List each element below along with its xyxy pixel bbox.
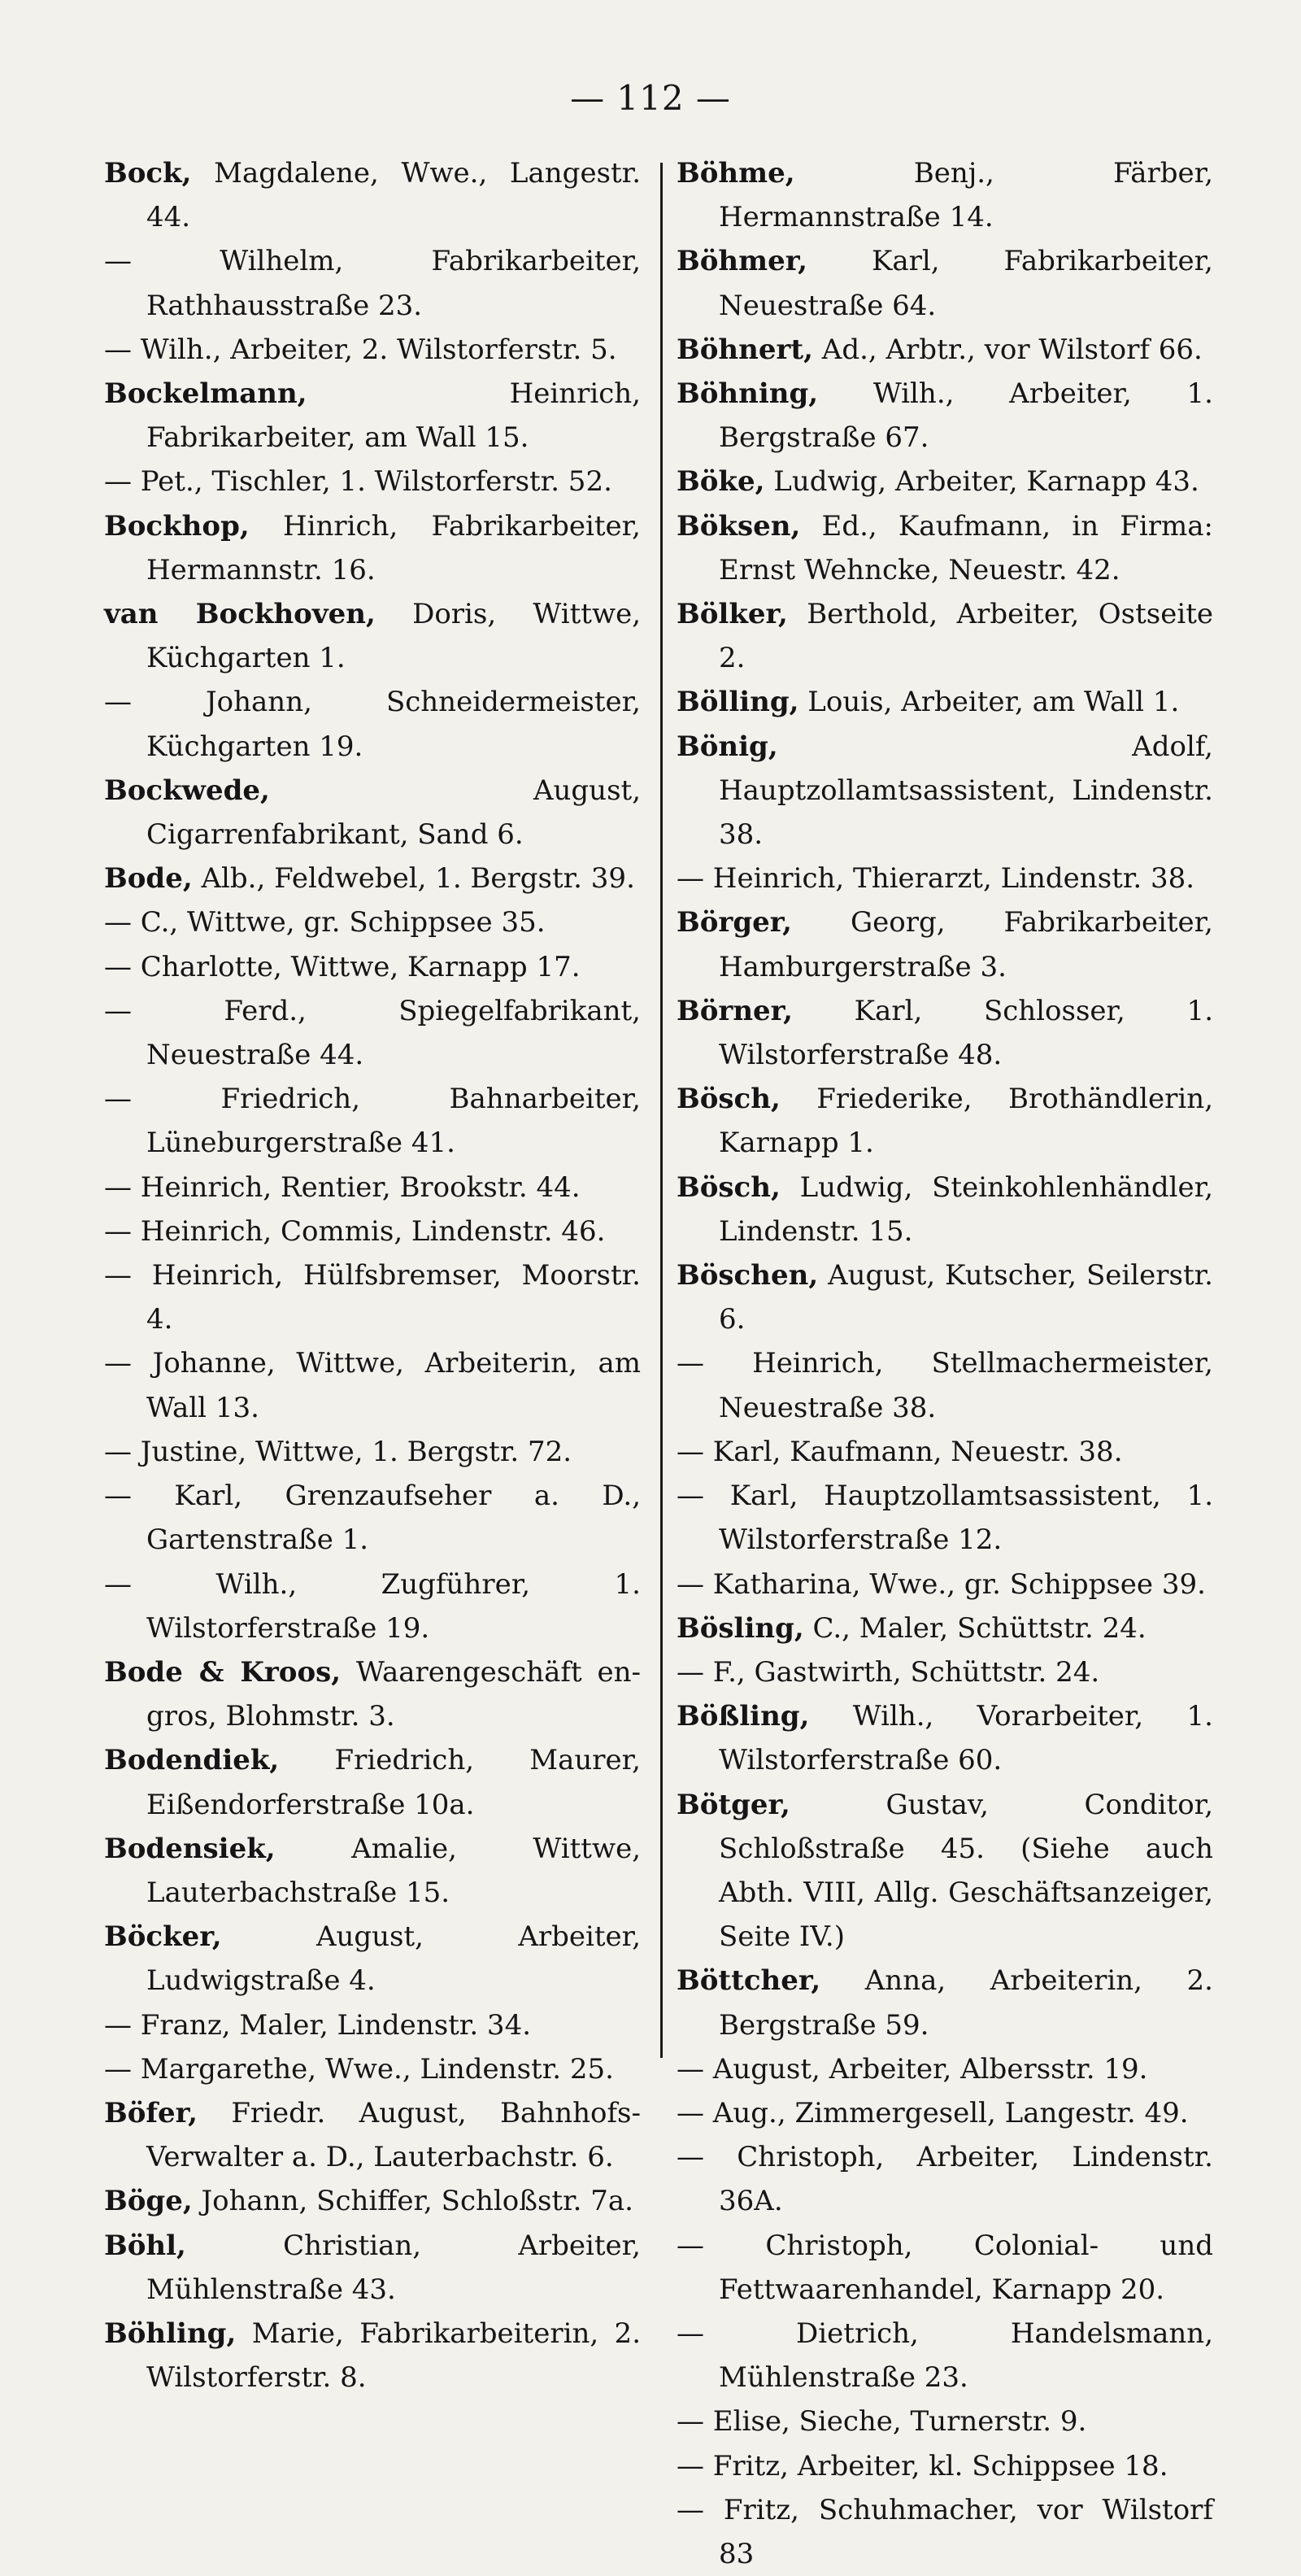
directory-entry	[677, 1430, 1213, 1474]
directory-entry	[677, 328, 1213, 372]
entry-details: Benj., Färber, Hermannstraße 14.	[719, 157, 1213, 234]
entry-details: Anna, Arbeiterin, 2. Bergstraße 59.	[719, 1964, 1213, 2042]
directory-entry	[677, 900, 1213, 988]
directory-entry	[104, 1563, 641, 1650]
entry-name: van Bockhoven,	[104, 598, 376, 631]
entry-details: Karl, Schlosser, 1. Wilstorferstraße 48.	[719, 994, 1213, 1072]
directory-entry	[677, 1959, 1213, 2046]
directory-entry	[104, 2224, 641, 2312]
entry-details: — Karl, Grenzaufseher a. D., Gartenstraße 1.	[104, 1480, 641, 1557]
entry-name: Böge,	[104, 2185, 193, 2218]
left-column	[104, 151, 641, 2399]
directory-entry	[677, 2135, 1213, 2223]
right-column	[677, 151, 1213, 2576]
entry-details: Wilh., Vorarbeiter, 1. Wilstorferstraße 60.	[719, 1700, 1213, 1777]
entry-name: Bölker,	[677, 598, 788, 631]
entry-details: — Karl, Kaufmann, Neuestr. 38.	[677, 1435, 1123, 1468]
entry-details: Alb., Feldwebel, 1. Bergstr. 39.	[192, 862, 635, 896]
column-divider	[660, 163, 663, 2058]
entry-details: Magdalene, Wwe., Langestr. 44.	[146, 157, 641, 234]
entry-name: Böhl,	[104, 2229, 186, 2262]
entry-name: Bode & Kroos,	[104, 1655, 342, 1689]
directory-entry	[104, 989, 641, 1077]
entry-details: Friedrich, Maurer, Eißendorferstraße 10a.	[146, 1744, 641, 1821]
directory-entry	[104, 856, 641, 900]
entry-details: — F., Gastwirth, Schüttstr. 24.	[677, 1655, 1100, 1689]
entry-name: Bösch,	[677, 1170, 781, 1204]
entry-details: — Dietrich, Handelsmann, Mühlenstraße 23.	[677, 2317, 1213, 2395]
entry-details: August, Cigarrenfabrikant, Sand 6.	[146, 774, 641, 852]
directory-entry	[677, 2399, 1213, 2443]
directory-entry	[677, 856, 1213, 900]
directory-entry	[677, 1783, 1213, 1959]
entry-details: Heinrich, Fabrikarbeiter, am Wall 15.	[146, 377, 641, 455]
entry-details: — Elise, Sieche, Turnerstr. 9.	[677, 2405, 1087, 2439]
entry-details: — Christoph, Colonial- und Fettwaarenhandel, Karnapp 20.	[677, 2229, 1213, 2306]
directory-entry	[677, 2224, 1213, 2312]
entry-details: Waarengeschäft en-gros, Blohmstr. 3.	[146, 1655, 641, 1733]
directory-entry	[677, 239, 1213, 327]
entry-name: Bösling,	[677, 1611, 804, 1645]
entry-name: Bönig,	[677, 730, 778, 763]
entry-details: — Ferd., Spiegelfabrikant, Neuestraße 44.	[104, 994, 641, 1072]
entry-details: — Heinrich, Stellmachermeister, Neuestraße 38.	[677, 1347, 1213, 1424]
directory-entry	[104, 680, 641, 768]
entry-details: Ludwig, Arbeiter, Karnapp 43.	[764, 465, 1199, 499]
entry-details: C., Maler, Schüttstr. 24.	[803, 1611, 1147, 1645]
entry-details: — Katharina, Wwe., gr. Schippsee 39.	[677, 1567, 1206, 1601]
directory-entry	[677, 1341, 1213, 1429]
entry-details: — Friedrich, Bahnarbeiter, Lüneburgerstraße 41.	[104, 1083, 641, 1160]
directory-entry	[104, 2091, 641, 2179]
entry-details: — Margarethe, Wwe., Lindenstr. 25.	[104, 2052, 614, 2086]
directory-entry	[677, 2047, 1213, 2091]
entry-details: — Johanne, Wittwe, Arbeiterin, am Wall 13.	[104, 1347, 641, 1424]
entry-name: Bölling,	[677, 686, 799, 719]
entry-details: — Johann, Schneidermeister, Küchgarten 19.	[104, 686, 641, 763]
entry-details: — Pet., Tischler, 1. Wilstorferstr. 52.	[104, 465, 612, 499]
entry-name: Bockwede,	[104, 774, 270, 807]
entry-details: Georg, Fabrikarbeiter, Hamburgerstraße 3.	[719, 906, 1213, 983]
entry-details: — Christoph, Arbeiter, Lindenstr. 36A.	[677, 2141, 1213, 2218]
directory-entry	[677, 1474, 1213, 1562]
entry-details: Amalie, Wittwe, Lauterbachstraße 15.	[146, 1832, 641, 1909]
directory-entry	[677, 460, 1213, 503]
entry-name: Bodensiek,	[104, 1832, 276, 1865]
directory-entry	[104, 239, 641, 327]
entry-details: — Heinrich, Rentier, Brookstr. 44.	[104, 1170, 581, 1204]
directory-entry	[104, 2312, 641, 2399]
directory-entry	[104, 2047, 641, 2091]
entry-details: Adolf, Hauptzollamtsassistent, Lindenstr. 38.	[719, 730, 1213, 852]
directory-entry	[677, 680, 1213, 724]
entry-details: — Heinrich, Thierarzt, Lindenstr. 38.	[677, 862, 1195, 896]
directory-entry	[677, 2488, 1213, 2576]
entry-name: Böfer,	[104, 2096, 198, 2129]
directory-entry	[104, 1166, 641, 1210]
entry-name: Bodendiek,	[104, 1744, 280, 1777]
entry-name: Böke,	[677, 465, 765, 499]
entry-details: Karl, Fabrikarbeiter, Neuestraße 64.	[719, 245, 1213, 322]
entry-details: — Heinrich, Commis, Lindenstr. 46.	[104, 1214, 606, 1248]
directory-entry	[104, 1474, 641, 1562]
entry-name: Böhning,	[677, 377, 819, 411]
directory-entry	[677, 1650, 1213, 1694]
directory-entry	[677, 1606, 1213, 1650]
directory-entry	[677, 2091, 1213, 2135]
directory-entry	[677, 1694, 1213, 1782]
directory-entry	[104, 1253, 641, 1341]
directory-entry	[104, 1077, 641, 1165]
directory-entry	[104, 1915, 641, 2003]
directory-entry	[677, 2312, 1213, 2399]
entry-name: Bockelmann,	[104, 377, 307, 411]
entry-details: Christian, Arbeiter, Mühlenstraße 43.	[146, 2229, 641, 2306]
entry-details: — Wilhelm, Fabrikarbeiter, Rathhausstraße 23.	[104, 245, 641, 322]
entry-name: Böhmer,	[677, 245, 808, 278]
directory-entry	[104, 1430, 641, 1474]
directory-entry	[677, 989, 1213, 1077]
directory-entry	[677, 372, 1213, 460]
page-number: — 112 —	[570, 78, 731, 118]
directory-entry	[104, 2179, 641, 2223]
entry-details: August, Kutscher, Seilerstr. 6.	[719, 1259, 1213, 1336]
entry-name: Bock,	[104, 157, 192, 190]
directory-entry	[104, 2003, 641, 2047]
directory-entry	[677, 1253, 1213, 1341]
entry-details: Berthold, Arbeiter, Ostseite 2.	[719, 598, 1213, 675]
entry-details: — Justine, Wittwe, 1. Bergstr. 72.	[104, 1435, 572, 1468]
directory-entry	[104, 151, 641, 239]
entry-details: Ludwig, Steinkohlenhändler, Lindenstr. 15.	[719, 1170, 1213, 1248]
entry-name: Börger,	[677, 906, 793, 939]
entry-details: Marie, Fabrikarbeiterin, 2. Wilstorferstr. 8.	[146, 2317, 641, 2395]
entry-details: Friedr. August, Bahnhofs-Verwalter a. D., Lauterbachstr. 6.	[146, 2096, 641, 2174]
entry-details: Louis, Arbeiter, am Wall 1.	[798, 686, 1180, 719]
directory-entry	[677, 725, 1213, 857]
entry-details: Doris, Wittwe, Küchgarten 1.	[146, 598, 642, 675]
entry-details: — Wilh., Arbeiter, 2. Wilstorferstr. 5.	[104, 333, 617, 366]
entry-details: — Fritz, Arbeiter, kl. Schippsee 18.	[677, 2449, 1168, 2482]
entry-details: — C., Wittwe, gr. Schippsee 35.	[104, 906, 546, 939]
entry-details: Friederike, Brothändlerin, Karnapp 1.	[719, 1083, 1213, 1160]
directory-entry	[677, 2444, 1213, 2488]
directory-entry	[677, 592, 1213, 680]
entry-name: Börner,	[677, 994, 793, 1027]
entry-details: Ad., Arbtr., vor Wilstorf 66.	[812, 333, 1203, 366]
directory-entry	[104, 900, 641, 944]
entry-name: Bösch,	[677, 1083, 781, 1116]
directory-entry	[104, 1341, 641, 1429]
directory-entry	[104, 592, 641, 680]
entry-name: Böschen,	[677, 1259, 819, 1292]
directory-entry	[677, 1077, 1213, 1165]
directory-entry	[104, 945, 641, 989]
entry-details: — Franz, Maler, Lindenstr. 34.	[104, 2008, 532, 2042]
directory-entry	[104, 1738, 641, 1826]
directory-entry	[677, 1166, 1213, 1253]
entry-details: Johann, Schiffer, Schloßstr. 7a.	[192, 2185, 633, 2218]
entry-details: — Karl, Hauptzollamtsassistent, 1. Wilstorferstraße 12.	[677, 1480, 1213, 1557]
entry-details: — Heinrich, Hülfsbremser, Moorstr. 4.	[104, 1259, 641, 1336]
entry-details: — Fritz, Schuhmacher, vor Wilstorf 83	[677, 2493, 1213, 2570]
entry-details: Hinrich, Fabrikarbeiter, Hermannstr. 16.	[146, 509, 641, 586]
entry-details: — Wilh., Zugführer, 1. Wilstorferstraße 19.	[104, 1567, 641, 1645]
entry-name: Böttcher,	[677, 1964, 821, 1998]
entry-details: Gustav, Conditor, Schloßstraße 45. (Siehe auch Abth. VIII, Allg. Geschäftsanzeiger, Seite IV.)	[719, 1788, 1213, 1954]
entry-name: Böksen,	[677, 509, 801, 543]
entry-details: Ed., Kaufmann, in Firma: Ernst Wehncke, Neuestr. 42.	[719, 509, 1213, 586]
entry-name: Bockhop,	[104, 509, 250, 543]
directory-entry	[104, 372, 641, 460]
entry-details: — Aug., Zimmergesell, Langestr. 49.	[677, 2096, 1189, 2129]
entry-name: Böhling,	[104, 2317, 237, 2350]
entry-name: Bötger,	[677, 1788, 790, 1821]
entry-details: — Charlotte, Wittwe, Karnapp 17.	[104, 950, 581, 983]
directory-entry	[677, 504, 1213, 592]
entry-name: Bode,	[104, 862, 193, 896]
entry-name: Böhnert,	[677, 333, 813, 366]
directory-entry	[104, 1650, 641, 1738]
directory-entry	[104, 1827, 641, 1915]
directory-entry	[104, 769, 641, 856]
directory-entry	[677, 151, 1213, 239]
directory-entry	[104, 504, 641, 592]
entry-name: Böcker,	[104, 1920, 222, 1954]
entry-name: Böhme,	[677, 157, 795, 190]
entry-name: Bößling,	[677, 1700, 810, 1733]
entry-details: August, Arbeiter, Ludwigstraße 4.	[146, 1920, 641, 1998]
directory-entry	[104, 460, 641, 503]
entry-details: — August, Arbeiter, Albersstr. 19.	[677, 2052, 1148, 2086]
directory-entry	[104, 328, 641, 372]
entry-details: Wilh., Arbeiter, 1. Bergstraße 67.	[719, 377, 1213, 455]
directory-entry	[104, 1210, 641, 1253]
directory-entry	[677, 1563, 1213, 1606]
